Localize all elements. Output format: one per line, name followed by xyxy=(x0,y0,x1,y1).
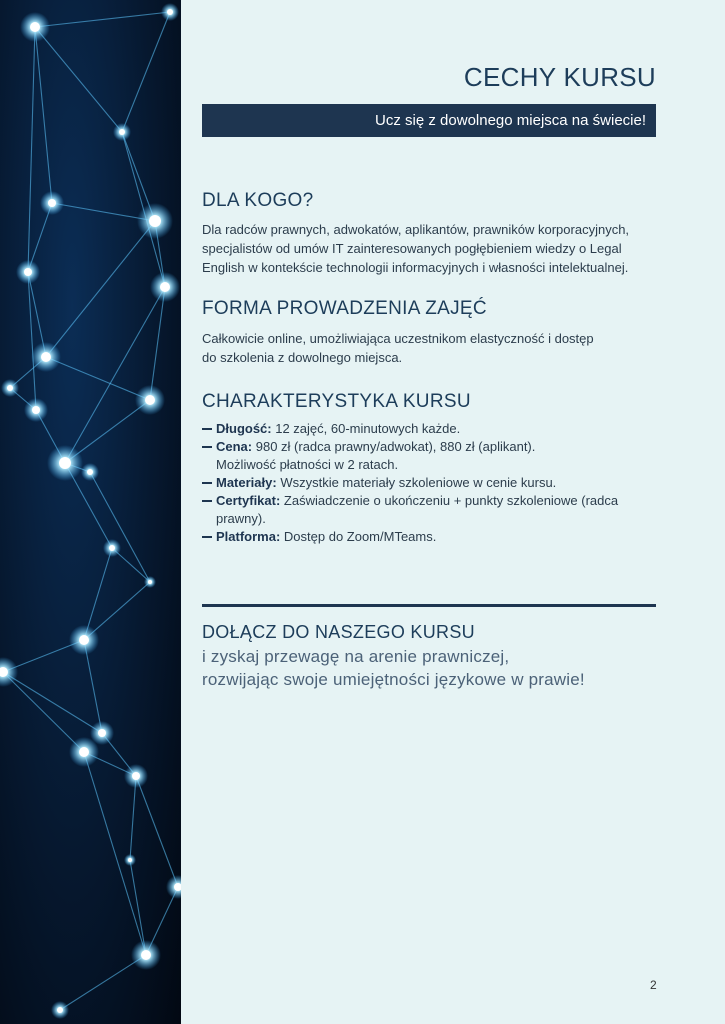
cta-line-1: i zyskaj przewagę na arenie prawniczej, xyxy=(202,647,510,666)
network-link xyxy=(35,27,52,203)
feature-value-continued: Możliwość płatności w 2 ratach. xyxy=(216,457,399,472)
network-node xyxy=(24,268,32,276)
network-link xyxy=(3,672,102,733)
audience-line: English w kontekście technologii informacyjnych i własności intelektualnej. xyxy=(202,260,629,275)
network-link xyxy=(90,472,150,582)
network-link xyxy=(136,776,178,887)
network-node xyxy=(32,406,40,414)
network-node xyxy=(87,469,93,475)
characteristics-list xyxy=(202,420,656,546)
feature-item-materials xyxy=(202,474,656,492)
feature-item-platform xyxy=(202,528,656,546)
network-link xyxy=(60,955,146,1010)
network-link xyxy=(130,776,136,860)
feature-label: Platforma: xyxy=(216,529,281,544)
feature-item-certificate xyxy=(202,492,656,528)
feature-item-duration xyxy=(202,420,656,438)
page-title: CECHY KURSU xyxy=(463,62,656,92)
feature-value: Wszystkie materiały szkoleniowe w cenie kursu. xyxy=(276,475,557,490)
audience-heading: DLA KOGO? xyxy=(202,190,314,211)
network-sidebar-image xyxy=(0,0,181,1024)
network-node xyxy=(30,22,40,32)
network-node xyxy=(48,199,56,207)
network-node xyxy=(98,729,106,737)
feature-label: Materiały: xyxy=(216,475,277,490)
feature-value: 980 zł (radca prawny/adwokat), 880 zł (aplikant). xyxy=(252,439,536,454)
network-link xyxy=(122,12,170,132)
feature-label: Długość: xyxy=(216,421,272,436)
audience-line: Dla radców prawnych, adwokatów, aplikantów, prawników korporacyjnych, xyxy=(202,222,630,237)
format-heading: FORMA PROWADZENIA ZAJĘĆ xyxy=(202,298,487,319)
network-node xyxy=(148,580,152,584)
network-link xyxy=(46,221,155,357)
cta-heading: DOŁĄCZ DO NASZEGO KURSU xyxy=(202,622,475,642)
network-node xyxy=(7,385,13,391)
network-node xyxy=(109,545,115,551)
network-link xyxy=(28,27,35,272)
feature-value: Zaświadczenie o ukończeniu + punkty szkoleniowe (radca xyxy=(280,493,619,508)
network-node xyxy=(141,950,151,960)
format-line: Całkowicie online, umożliwiająca uczestnikom elastyczność i dostęp xyxy=(202,331,594,346)
network-node xyxy=(132,772,140,780)
network-node xyxy=(160,282,170,292)
feature-label: Certyfikat: xyxy=(216,493,281,508)
network-link xyxy=(35,27,122,132)
network-link xyxy=(35,12,170,27)
page-number: 2 xyxy=(650,978,657,992)
network-link xyxy=(3,672,84,752)
network-graphic xyxy=(0,0,181,1024)
section-divider xyxy=(202,604,656,607)
audience-text xyxy=(202,220,629,277)
network-node xyxy=(167,9,173,15)
characteristics-heading: CHARAKTERYSTYKA KURSU xyxy=(202,391,471,412)
feature-item-price xyxy=(202,438,656,474)
cta-line-2: rozwijając swoje umiejętności językowe w prawie! xyxy=(202,670,585,689)
network-node xyxy=(57,1007,63,1013)
audience-line: specjalistów od umów IT zainteresowanych pogłębieniem wiedzy o Legal xyxy=(202,241,622,256)
format-line: do szkolenia z dowolnego miejsca. xyxy=(202,350,403,365)
tagline-banner: Ucz się z dowolnego miejsca na świecie! xyxy=(202,104,656,137)
network-node xyxy=(41,352,51,362)
network-link xyxy=(46,357,150,400)
network-node xyxy=(79,747,89,757)
network-node xyxy=(59,457,71,469)
network-node xyxy=(119,129,125,135)
network-node xyxy=(128,858,132,862)
network-node xyxy=(145,395,155,405)
feature-label: Cena: xyxy=(216,439,253,454)
network-link xyxy=(65,287,165,463)
network-node xyxy=(149,215,161,227)
network-link xyxy=(150,287,165,400)
feature-value-continued: prawny). xyxy=(216,511,266,526)
network-node xyxy=(79,635,89,645)
feature-value: 12 zajęć, 60-minutowych każde. xyxy=(271,421,461,436)
feature-value: Dostęp do Zoom/MTeams. xyxy=(280,529,437,544)
format-text xyxy=(202,329,594,367)
